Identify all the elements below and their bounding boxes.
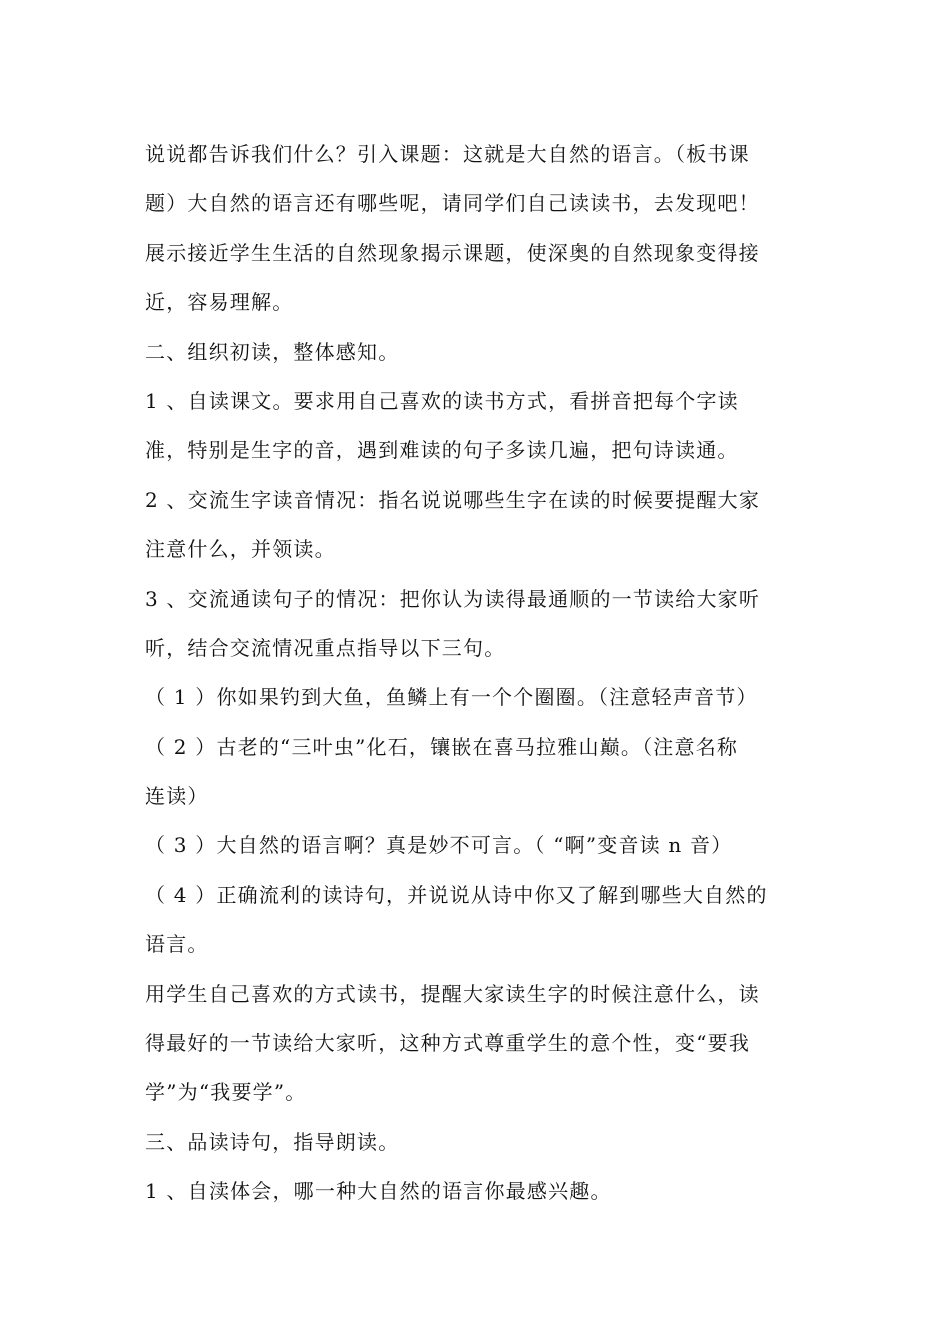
section-heading: 三、品读诗句，指导朗读。 (145, 1129, 400, 1154)
text-line: 用学生自己喜欢的方式读书，提醒大家读生字的时候注意什么，读 (145, 981, 760, 1006)
document-body (145, 130, 810, 1217)
section-heading: 二、组织初读，整体感知。 (145, 339, 400, 364)
text-line: 听，结合交流情况重点指导以下三句。 (145, 635, 506, 660)
text-line: 学”为“我要学”。 (145, 1080, 307, 1105)
text-line: 1 、自渎体会，哪一种大自然的语言你最感兴趣。 (145, 1179, 612, 1204)
text-line: 展示接近学生生活的自然现象揭示课题，使深奥的自然现象变得接 (145, 240, 760, 265)
text-line: （ 4 ）正确流利的读诗句，并说说从诗中你又了解到哪些大自然的 (145, 882, 768, 907)
text-line: 近，容易理解。 (145, 290, 294, 315)
text-line: 3 、交流通读句子的情况：把你认为读得最通顺的一节读给大家听 (145, 586, 761, 611)
text-line: 题）大自然的语言还有哪些呢，请同学们自己读读书，去发现吧！ (145, 191, 760, 216)
text-line: 连读） (145, 784, 209, 809)
text-line: 语言。 (145, 932, 209, 957)
text-line: 准，特别是生字的音，遇到难读的句子多读几遍，把句诗读通。 (145, 438, 739, 463)
text-line: （ 2 ）古老的“三叶虫”化石，镶嵌在喜马拉雅山巅。（注意名称 (145, 734, 739, 759)
text-line: （ 3 ）大自然的语言啊？真是妙不可言。（ “啊”变音读 n 音） (145, 833, 733, 858)
text-line: （ 1 ）你如果钓到大鱼，鱼鳞上有一个个圈圈。（注意轻声音节） (145, 685, 758, 710)
text-line: 注意什么，并领读。 (145, 537, 336, 562)
text-line: 得最好的一节读给大家听，这种方式尊重学生的意个性，变“要我 (145, 1031, 751, 1056)
text-line: 1 、自读课文。要求用自己喜欢的读书方式，看拼音把每个字读 (145, 388, 739, 413)
text-line: 2 、交流生字读音情况：指名说说哪些生字在读的时候要提醒大家 (145, 487, 761, 512)
text-line: 说说都告诉我们什么？引入课题：这就是大自然的语言。（板书课 (145, 142, 750, 166)
